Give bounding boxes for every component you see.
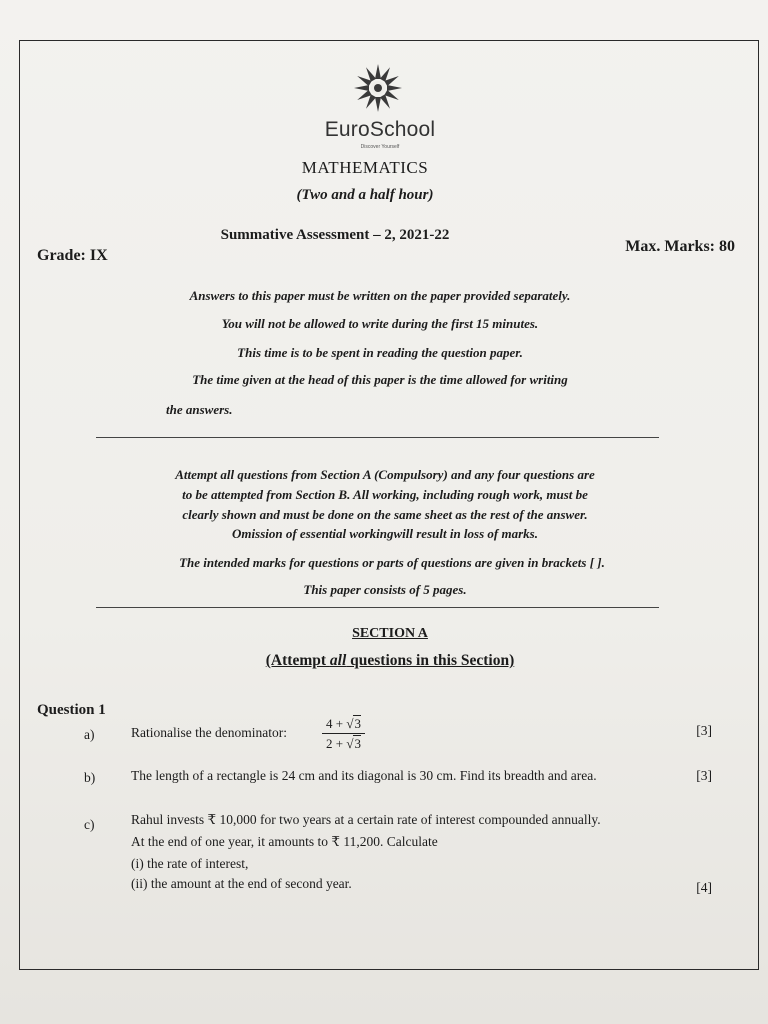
school-name: EuroSchool [324,118,436,141]
euroschool-logo-icon [352,62,404,114]
marks-label: [3] [696,723,712,738]
section-instruction: (Attempt all questions in this Section) [265,652,515,669]
part-label: a) [84,727,95,742]
divider [96,437,659,438]
question-text: Rahul invests ₹ 10,000 for two years at a certain rate of interest compounded annually. [131,812,601,827]
question-text: The length of a rectangle is 24 cm and its diagonal is 30 cm. Find its breadth and area. [131,768,597,783]
instruction-line: Attempt all questions from Section A (Compulsory) and any four questions are [175,467,595,482]
exam-duration: (Two and a half hour) [296,187,434,203]
fraction-numerator: 4 + √3 [322,716,365,734]
instruction-line: You will not be allowed to write during the first 15 minutes. [221,316,539,331]
instruction-line: This paper consists of 5 pages. [303,582,467,597]
part-label: b) [84,770,96,785]
question-text: Rationalise the denominator: [131,725,287,740]
instruction-line: to be attempted from Section B. All working, including rough work, must be [182,487,588,502]
page-border [19,40,759,970]
grade-label: Grade: IX [37,247,108,264]
fraction-denominator: 2 + √3 [326,736,361,751]
instruction-line: Answers to this paper must be written on the paper provided separately. [189,288,571,303]
instruction-line: This time is to be spent in reading the question paper. [237,345,523,360]
question-text: At the end of one year, it amounts to ₹ 11,200. Calculate [131,834,438,849]
instruction-line: Omission of essential workingwill result in loss of marks. [232,526,538,541]
fraction-expression [322,716,365,752]
section-heading: SECTION A [352,626,428,641]
instruction-line: clearly shown and must be done on the same sheet as the rest of the answer. [182,507,588,522]
question-heading: Question 1 [37,702,106,718]
instruction-line: The intended marks for questions or parts of questions are given in brackets [ ]. [179,555,605,570]
marks-label: [3] [696,768,712,783]
question-text: (ii) the amount at the end of second year. [131,876,352,891]
instruction-line: The time given at the head of this paper is the time allowed for writing [192,372,568,387]
school-tagline: Discover Yourself [360,144,400,150]
max-marks-label: Max. Marks: 80 [625,238,735,255]
question-text: (i) the rate of interest, [131,856,249,871]
assessment-title: Summative Assessment – 2, 2021-22 [220,227,450,243]
subject-title: MATHEMATICS [301,158,429,177]
part-label: c) [84,817,95,832]
divider [96,607,659,608]
marks-label: [4] [696,880,712,895]
instruction-line: the answers. [166,402,233,417]
